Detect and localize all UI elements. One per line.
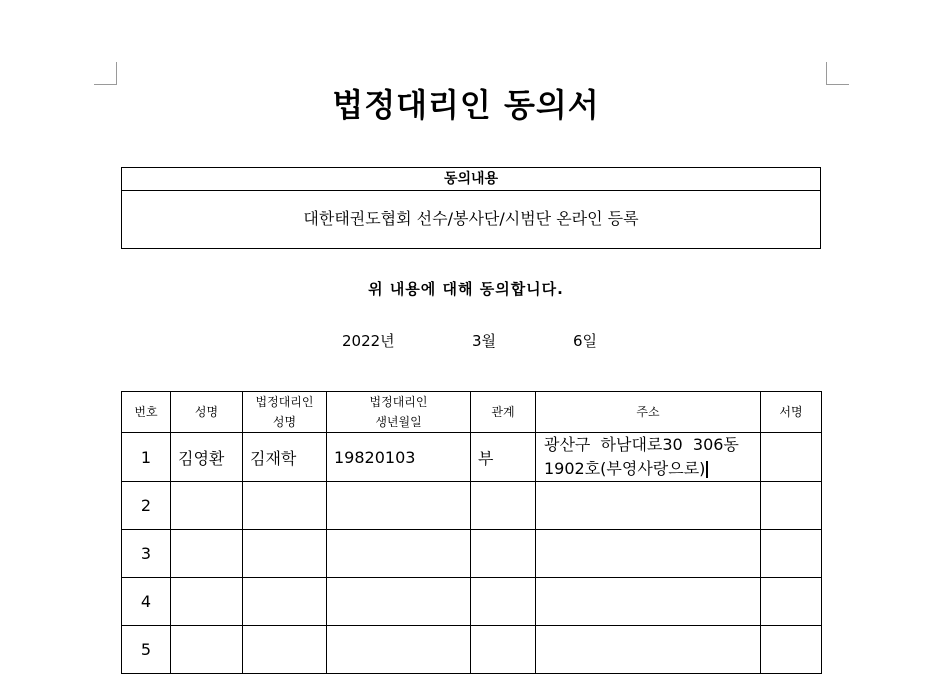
row-guardian-name[interactable]: 김재학 (243, 433, 327, 482)
date-year[interactable]: 2022년 (342, 332, 395, 350)
row-name[interactable] (171, 530, 243, 578)
row-num[interactable]: 1 (122, 433, 171, 482)
row-address[interactable] (536, 626, 761, 674)
row-relation[interactable] (471, 482, 536, 530)
row-guardian-name[interactable] (243, 578, 327, 626)
table-row (122, 433, 822, 482)
row-guardian-name[interactable] (243, 626, 327, 674)
header-guardian-name (243, 392, 327, 433)
header-guardian-dob-line2: 생년월일 (375, 415, 422, 429)
consent-body-text[interactable]: 대한태권도협회 선수/봉사단/시범단 온라인 등록 (303, 209, 639, 228)
row-address-line2-wrap (544, 457, 760, 481)
row-address[interactable] (536, 530, 761, 578)
row-address-line2: 1902호(부영사랑으로) (544, 459, 706, 478)
row-relation[interactable]: 부 (471, 433, 536, 482)
row-relation[interactable] (471, 578, 536, 626)
row-signature[interactable] (761, 433, 822, 482)
row-signature[interactable] (761, 530, 822, 578)
guardian-table (121, 391, 822, 674)
row-guardian-name[interactable] (243, 530, 327, 578)
row-name[interactable] (171, 578, 243, 626)
row-num[interactable]: 5 (122, 626, 171, 674)
header-guardian-dob-line1: 법정대리인 (369, 395, 428, 409)
header-name: 성명 (171, 392, 243, 433)
header-guardian-name-line1: 법정대리인 (255, 395, 314, 409)
row-name[interactable]: 김영환 (171, 433, 243, 482)
row-guardian-name[interactable] (243, 482, 327, 530)
row-guardian-dob[interactable] (327, 626, 471, 674)
row-signature[interactable] (761, 482, 822, 530)
document-title: 법정대리인 동의서 (332, 86, 600, 124)
row-num[interactable]: 4 (122, 578, 171, 626)
table-row (122, 578, 822, 626)
date-month[interactable]: 3월 (472, 332, 497, 350)
row-num[interactable]: 3 (122, 530, 171, 578)
table-header-row (122, 392, 822, 433)
row-name[interactable] (171, 626, 243, 674)
header-signature: 서명 (761, 392, 822, 433)
row-address-line1: 광산구 하남대로30 306동 (544, 435, 739, 454)
row-relation[interactable] (471, 530, 536, 578)
row-guardian-dob[interactable] (327, 530, 471, 578)
row-guardian-dob[interactable] (327, 482, 471, 530)
row-address[interactable] (536, 433, 761, 482)
row-signature[interactable] (761, 578, 822, 626)
consent-content-box (121, 167, 821, 249)
header-guardian-dob (327, 392, 471, 433)
header-num: 번호 (122, 392, 171, 433)
header-relation: 관계 (471, 392, 536, 433)
row-guardian-dob[interactable] (327, 578, 471, 626)
header-guardian-name-line2: 성명 (272, 415, 297, 429)
table-row (122, 626, 822, 674)
agreement-statement: 위 내용에 대해 동의합니다. (368, 280, 564, 298)
consent-header: 동의내용 (122, 168, 820, 191)
text-cursor (706, 461, 708, 478)
table-row (122, 530, 822, 578)
row-num[interactable]: 2 (122, 482, 171, 530)
row-signature[interactable] (761, 626, 822, 674)
row-address[interactable] (536, 482, 761, 530)
table-row (122, 482, 822, 530)
date-day[interactable]: 6일 (573, 332, 598, 350)
row-relation[interactable] (471, 626, 536, 674)
row-name[interactable] (171, 482, 243, 530)
row-guardian-dob[interactable]: 19820103 (327, 433, 471, 482)
header-address: 주소 (536, 392, 761, 433)
row-address[interactable] (536, 578, 761, 626)
